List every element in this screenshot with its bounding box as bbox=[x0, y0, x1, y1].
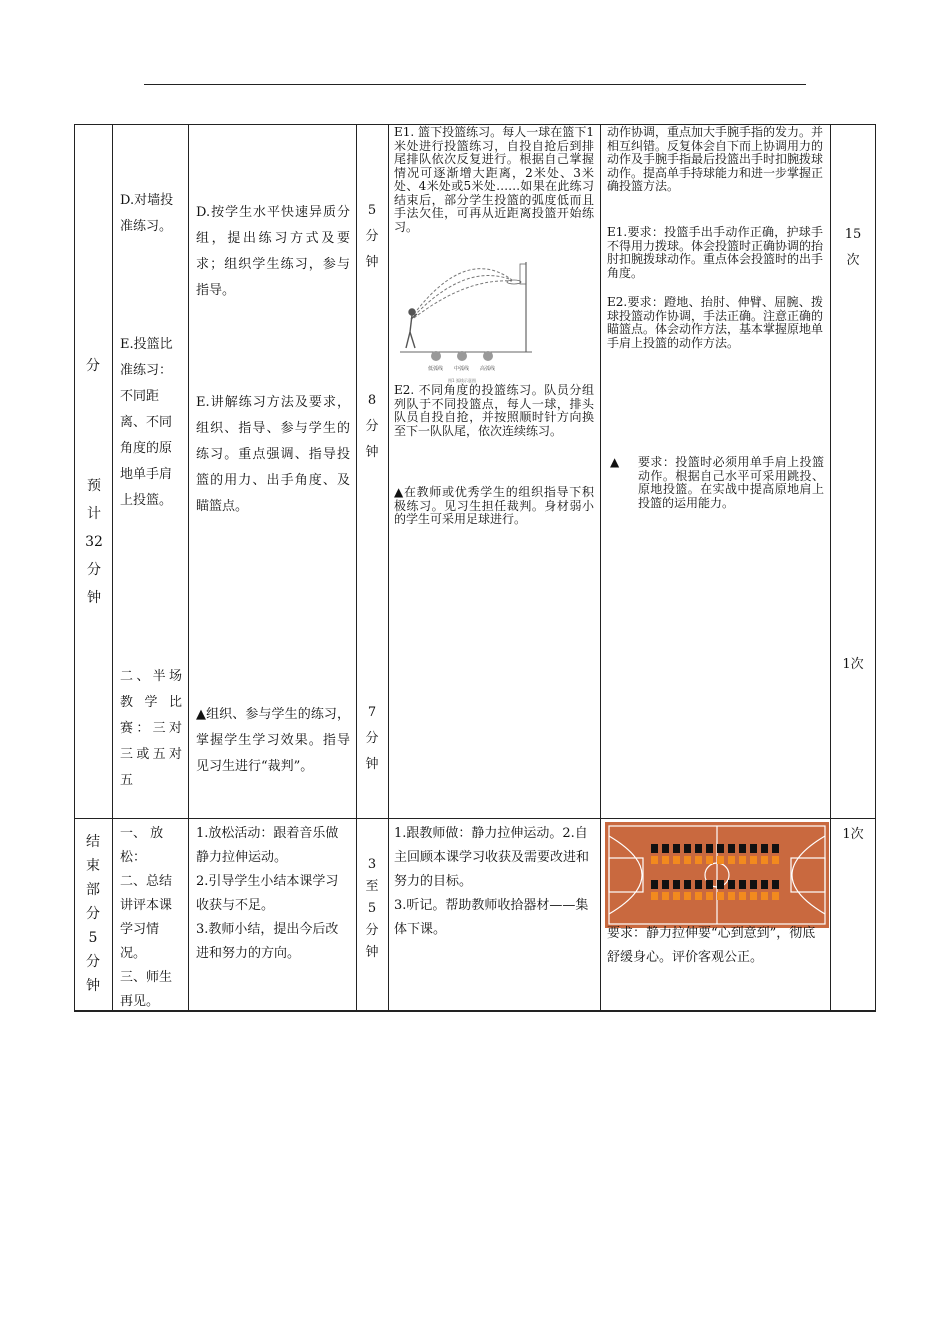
student-figure bbox=[684, 880, 691, 889]
student-figure bbox=[706, 844, 713, 853]
student-marker bbox=[695, 892, 702, 900]
student-marker bbox=[695, 856, 702, 864]
content-D: D.对墙投准练习。 bbox=[120, 193, 174, 234]
court-formation-image bbox=[605, 822, 829, 928]
time-D: 5 分 钟 bbox=[365, 203, 379, 270]
student-marker bbox=[651, 856, 658, 864]
student-figure bbox=[761, 844, 768, 853]
student-figure bbox=[651, 880, 658, 889]
content-E: E.投篮比准练习：不同距离、不同角度的原地单手肩上投篮。 bbox=[120, 337, 173, 508]
student-marker bbox=[706, 892, 713, 900]
method-E2: E2.要求：蹬地、抬肘、伸臂、屈腕、拨球投篮动作协调，手法正确。注意正确的瞄篮点。体会动作方法，基本掌握原地单手肩上投篮的动作方法。 bbox=[607, 295, 824, 350]
student-marker bbox=[684, 892, 691, 900]
diagram-label-low: 低弧线 bbox=[428, 366, 444, 372]
student-figure bbox=[662, 880, 669, 889]
section-time-estimate: 预计32分钟 bbox=[85, 478, 103, 606]
student-marker bbox=[761, 856, 768, 864]
student-figure bbox=[761, 880, 768, 889]
student-figure bbox=[651, 844, 658, 853]
student-marker bbox=[684, 856, 691, 864]
student-marker bbox=[772, 892, 779, 900]
end-student: 1.跟教师做：静力拉伸运动。2.自主回顾本课学习收获及需要改进和努力的目标。 3.听记。帮助教师收拾器材——集体下课。 bbox=[394, 826, 590, 937]
student-figure bbox=[684, 844, 691, 853]
student-figure bbox=[695, 844, 702, 853]
student-figure bbox=[706, 880, 713, 889]
student-note: ▲在教师或优秀学生的组织指导下积极练习。见习生担任裁判。身材弱小的学生可采用足球进行。 bbox=[394, 485, 594, 526]
count-D: 15 次 bbox=[844, 227, 862, 268]
student-figure bbox=[695, 880, 702, 889]
student-marker bbox=[772, 856, 779, 864]
end-content: 一、 放松： 二、总结讲评本课学习情况。 三、师生再见。 bbox=[120, 826, 173, 1009]
header-rule bbox=[144, 84, 806, 85]
end-count: 1次 bbox=[842, 827, 864, 842]
student-marker bbox=[662, 892, 669, 900]
student-figure bbox=[772, 880, 779, 889]
student-marker bbox=[750, 892, 757, 900]
student-marker bbox=[717, 892, 724, 900]
student-marker bbox=[706, 856, 713, 864]
method-top: 动作协调，重点加大手腕手指的发力。并相互纠错。反复体会自下而上协调用力的动作及手腕手指最后投篮出手时扣腕拨球动作。提高单手持球能力和进一步掌握正确投篮方法。 bbox=[607, 125, 824, 193]
end-method: 要求：静力拉伸要“心到意到”，彻底舒缓身心。评价客观公正。 bbox=[607, 926, 816, 965]
count-game: 1次 bbox=[842, 657, 864, 672]
teacher-D: D.按学生水平快速异质分组，提出练习方式及要求；组织学生练习，参与指导。 bbox=[196, 205, 350, 298]
student-figure bbox=[662, 844, 669, 853]
diagram-label-mid: 中弧线 bbox=[454, 366, 470, 372]
teacher-E: E.讲解练习方法及要求，组织、指导、参与学生的练习。重点强调、指导投篮的用力、出手角度、及瞄篮点。 bbox=[196, 395, 350, 514]
diagram-label-high: 高弧线 bbox=[480, 366, 496, 372]
student-figure bbox=[739, 844, 746, 853]
student-marker bbox=[761, 892, 768, 900]
method-note-mark: ▲ bbox=[610, 455, 620, 469]
student-marker bbox=[673, 856, 680, 864]
student-marker bbox=[673, 892, 680, 900]
student-marker bbox=[651, 892, 658, 900]
time-game: 7 分 钟 bbox=[365, 705, 379, 772]
student-figure bbox=[673, 880, 680, 889]
student-figure bbox=[772, 844, 779, 853]
shooting-arc-diagram bbox=[396, 256, 536, 384]
student-figure bbox=[728, 880, 735, 889]
method-E1: E1.要求：投篮手出手动作正确，护球手不得用力拨球。体会投篮时正确协调的抬肘扣腕拨球动作。重点体会投篮时的出手角度。 bbox=[607, 225, 824, 280]
student-marker bbox=[728, 892, 735, 900]
end-section-label: 结 束 部 分 5 分 钟 bbox=[86, 834, 100, 994]
student-figure bbox=[673, 844, 680, 853]
student-figure bbox=[717, 844, 724, 853]
student-marker bbox=[739, 856, 746, 864]
student-marker bbox=[662, 856, 669, 864]
time-E: 8 分 钟 bbox=[365, 393, 379, 460]
section-label: 分 bbox=[86, 358, 100, 374]
student-marker bbox=[739, 892, 746, 900]
student-figure bbox=[739, 880, 746, 889]
student-figure bbox=[717, 880, 724, 889]
teacher-game: ▲组织、参与学生的练习，掌握学生学习效果。指导见习生进行“裁判”。 bbox=[196, 707, 350, 774]
student-marker bbox=[750, 856, 757, 864]
student-figure bbox=[728, 844, 735, 853]
content-game: 二、半场教学比赛：三对三或五对五 bbox=[120, 669, 182, 788]
student-marker bbox=[728, 856, 735, 864]
end-time: 3 至 5 分 钟 bbox=[365, 857, 379, 960]
student-marker bbox=[717, 856, 724, 864]
student-figure bbox=[750, 844, 757, 853]
diagram-caption: 图1 弧线示意图 bbox=[448, 378, 476, 383]
student-E2: E2. 不同角度的投篮练习。队员分组列队于不同投篮点，每人一球，排头队员自投自抢，并按照顺时针方向换至下一队队尾，依次连续练习。 bbox=[394, 383, 594, 438]
student-figure bbox=[750, 880, 757, 889]
end-teacher: 1.放松活动：跟着音乐做静力拉伸运动。 2.引导学生小结本课学习收获与不足。 3.教师小结，提出今后改进和努力的方向。 bbox=[196, 826, 339, 961]
method-note: 要求：投篮时必须用单手肩上投篮动作。根据自己水平可采用跳投、原地投篮。在实战中提高原地肩上投篮的运用能力。 bbox=[638, 455, 824, 510]
student-E1: E1. 篮下投篮练习。每人一球在篮下1米处进行投篮练习，自投自抢后到排尾排队依次反复进行。根据自己掌握情况可逐渐增大距离，2米处、3米处、4米处或5米处……如果在此练习结束后，部分学生投篮的弧度低而且手法欠佳，可再从近距离投篮开始练习。 bbox=[394, 125, 594, 234]
shooter-figure bbox=[406, 309, 417, 348]
